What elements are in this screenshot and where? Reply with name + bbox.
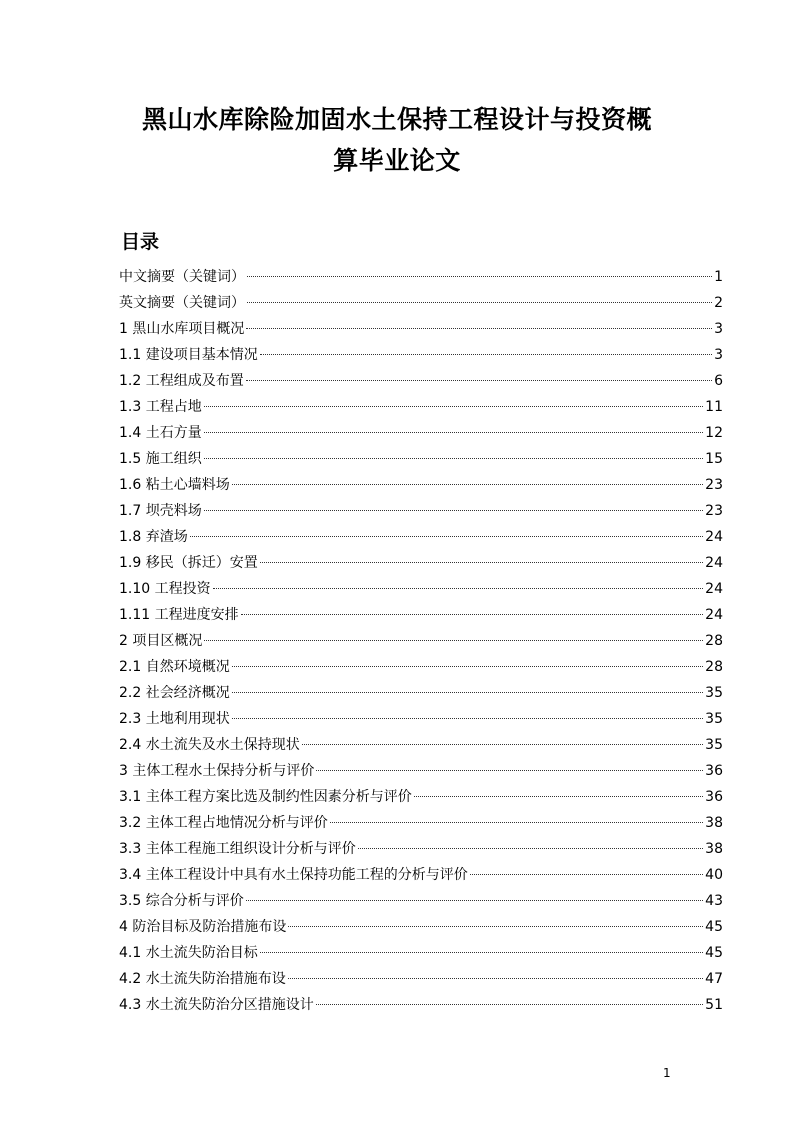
toc-entry[interactable] bbox=[119, 862, 723, 888]
toc-entry-text: 4.3 水土流失防治分区措施设计 bbox=[119, 997, 314, 1013]
toc-entry-text: 3.4 主体工程设计中具有水土保持功能工程的分析与评价 bbox=[119, 867, 468, 883]
toc-entry[interactable] bbox=[119, 758, 723, 784]
toc-leader-dots bbox=[246, 900, 703, 901]
toc-entry[interactable] bbox=[119, 498, 723, 524]
toc-leader-dots bbox=[260, 952, 703, 953]
toc-entry-text: 1 黑山水库项目概况 bbox=[119, 321, 245, 337]
toc-leader-dots bbox=[246, 380, 712, 381]
toc-entry[interactable] bbox=[119, 602, 723, 628]
toc-leader-dots bbox=[288, 926, 703, 927]
toc-leader-dots bbox=[330, 822, 703, 823]
toc-entry-text: 3.2 主体工程占地情况分析与评价 bbox=[119, 815, 328, 831]
toc-leader-dots bbox=[232, 484, 703, 485]
toc-leader-dots bbox=[232, 718, 703, 719]
toc-entry[interactable] bbox=[119, 368, 723, 394]
toc-entry[interactable] bbox=[119, 550, 723, 576]
toc-entry-page-number: 51 bbox=[705, 997, 723, 1013]
toc-entry[interactable] bbox=[119, 628, 723, 654]
toc-leader-dots bbox=[204, 458, 703, 459]
toc-entry-page-number: 35 bbox=[705, 737, 723, 753]
toc-entry-text: 1.2 工程组成及布置 bbox=[119, 373, 244, 389]
toc-entry-page-number: 45 bbox=[705, 919, 723, 935]
toc-entry-text: 2.1 自然环境概况 bbox=[119, 659, 230, 675]
toc-entry[interactable] bbox=[119, 290, 723, 316]
toc-leader-dots bbox=[260, 354, 712, 355]
toc-entry[interactable] bbox=[119, 264, 723, 290]
toc-entry-page-number: 38 bbox=[705, 841, 723, 857]
toc-entry-page-number: 28 bbox=[705, 633, 723, 649]
toc-entry-text: 3 主体工程水土保持分析与评价 bbox=[119, 763, 315, 779]
toc-entry-text: 中文摘要（关键词） bbox=[119, 269, 245, 285]
toc-leader-dots bbox=[358, 848, 703, 849]
toc-leader-dots bbox=[302, 744, 703, 745]
toc-entry-page-number: 24 bbox=[705, 581, 723, 597]
toc-entry-text: 4.2 水土流失防治措施布设 bbox=[119, 971, 286, 987]
document-title-line-1: 黑山水库除险加固水土保持工程设计与投资概 bbox=[141, 105, 652, 134]
toc-entry-page-number: 45 bbox=[705, 945, 723, 961]
toc-entry-page-number: 36 bbox=[705, 789, 723, 805]
toc-entry-page-number: 47 bbox=[705, 971, 723, 987]
toc-entry-page-number: 35 bbox=[705, 711, 723, 727]
toc-entry[interactable] bbox=[119, 706, 723, 732]
toc-entry-page-number: 38 bbox=[705, 815, 723, 831]
toc-entry-page-number: 35 bbox=[705, 685, 723, 701]
toc-entry-page-number: 24 bbox=[705, 529, 723, 545]
toc-leader-dots bbox=[204, 432, 703, 433]
toc-entry-text: 1.6 粘土心墙料场 bbox=[119, 477, 230, 493]
toc-entry[interactable] bbox=[119, 446, 723, 472]
toc-leader-dots bbox=[316, 1004, 703, 1005]
toc-entry-page-number: 6 bbox=[714, 373, 723, 389]
toc-entry[interactable] bbox=[119, 342, 723, 368]
toc-entry-page-number: 36 bbox=[705, 763, 723, 779]
toc-entry[interactable] bbox=[119, 680, 723, 706]
toc-entry-page-number: 43 bbox=[705, 893, 723, 909]
toc-entry-page-number: 23 bbox=[705, 477, 723, 493]
toc-entry-page-number: 24 bbox=[705, 555, 723, 571]
toc-entry-page-number: 12 bbox=[705, 425, 723, 441]
page-number: 1 bbox=[663, 1066, 671, 1080]
toc-entry-text: 1.1 建设项目基本情况 bbox=[119, 347, 258, 363]
toc-entry[interactable] bbox=[119, 524, 723, 550]
toc-heading: 目录 bbox=[121, 231, 160, 253]
toc-leader-dots bbox=[414, 796, 703, 797]
toc-entry[interactable] bbox=[119, 940, 723, 966]
toc-leader-dots bbox=[213, 588, 704, 589]
toc-entry-text: 2 项目区概况 bbox=[119, 633, 203, 649]
toc-entry-text: 3.5 综合分析与评价 bbox=[119, 893, 244, 909]
toc-leader-dots bbox=[247, 302, 712, 303]
toc-entry-page-number: 11 bbox=[705, 399, 723, 415]
toc-entry[interactable] bbox=[119, 472, 723, 498]
toc-leader-dots bbox=[241, 614, 704, 615]
toc-entry-text: 1.4 土石方量 bbox=[119, 425, 202, 441]
toc-entry-text: 2.2 社会经济概况 bbox=[119, 685, 230, 701]
toc-entry-page-number: 2 bbox=[714, 295, 723, 311]
toc-leader-dots bbox=[232, 692, 703, 693]
toc-leader-dots bbox=[204, 640, 703, 641]
toc-leader-dots bbox=[470, 874, 703, 875]
toc-entry[interactable] bbox=[119, 576, 723, 602]
toc-entry-text: 1.10 工程投资 bbox=[119, 581, 211, 597]
toc-entry[interactable] bbox=[119, 966, 723, 992]
toc-entry[interactable] bbox=[119, 784, 723, 810]
toc-entry[interactable] bbox=[119, 810, 723, 836]
toc-entry[interactable] bbox=[119, 394, 723, 420]
toc-entry[interactable] bbox=[119, 420, 723, 446]
toc-leader-dots bbox=[288, 978, 703, 979]
toc-entry-text: 1.7 坝壳料场 bbox=[119, 503, 202, 519]
toc-entry[interactable] bbox=[119, 888, 723, 914]
toc-entry-page-number: 23 bbox=[705, 503, 723, 519]
toc-leader-dots bbox=[232, 666, 703, 667]
toc-entry-text: 2.3 土地利用现状 bbox=[119, 711, 230, 727]
table-of-contents bbox=[119, 264, 723, 1018]
toc-entry-page-number: 3 bbox=[714, 321, 723, 337]
toc-entry-text: 1.5 施工组织 bbox=[119, 451, 202, 467]
toc-entry-text: 4.1 水土流失防治目标 bbox=[119, 945, 258, 961]
toc-entry-page-number: 24 bbox=[705, 607, 723, 623]
toc-leader-dots bbox=[204, 406, 703, 407]
toc-entry-text: 2.4 水土流失及水土保持现状 bbox=[119, 737, 300, 753]
toc-leader-dots bbox=[204, 510, 703, 511]
toc-entry[interactable] bbox=[119, 316, 723, 342]
toc-entry-text: 1.8 弃渣场 bbox=[119, 529, 188, 545]
toc-leader-dots bbox=[316, 770, 703, 771]
toc-entry-page-number: 1 bbox=[714, 269, 723, 285]
toc-leader-dots bbox=[247, 276, 712, 277]
document-title-line-2: 算毕业论文 bbox=[333, 146, 461, 175]
toc-entry-page-number: 3 bbox=[714, 347, 723, 363]
toc-entry[interactable] bbox=[119, 914, 723, 940]
toc-entry-page-number: 40 bbox=[705, 867, 723, 883]
toc-entry[interactable] bbox=[119, 654, 723, 680]
toc-entry-text: 1.11 工程进度安排 bbox=[119, 607, 239, 623]
toc-entry[interactable] bbox=[119, 836, 723, 862]
toc-entry-page-number: 15 bbox=[705, 451, 723, 467]
toc-leader-dots bbox=[260, 562, 703, 563]
toc-entry-text: 1.3 工程占地 bbox=[119, 399, 202, 415]
toc-entry-text: 1.9 移民（拆迁）安置 bbox=[119, 555, 258, 571]
toc-entry-text: 英文摘要（关键词） bbox=[119, 295, 245, 311]
toc-entry[interactable] bbox=[119, 732, 723, 758]
toc-leader-dots bbox=[246, 328, 712, 329]
toc-entry[interactable] bbox=[119, 992, 723, 1018]
toc-entry-page-number: 28 bbox=[705, 659, 723, 675]
toc-leader-dots bbox=[190, 536, 703, 537]
toc-entry-text: 3.3 主体工程施工组织设计分析与评价 bbox=[119, 841, 356, 857]
toc-entry-text: 4 防治目标及防治措施布设 bbox=[119, 919, 287, 935]
toc-entry-text: 3.1 主体工程方案比选及制约性因素分析与评价 bbox=[119, 789, 412, 805]
